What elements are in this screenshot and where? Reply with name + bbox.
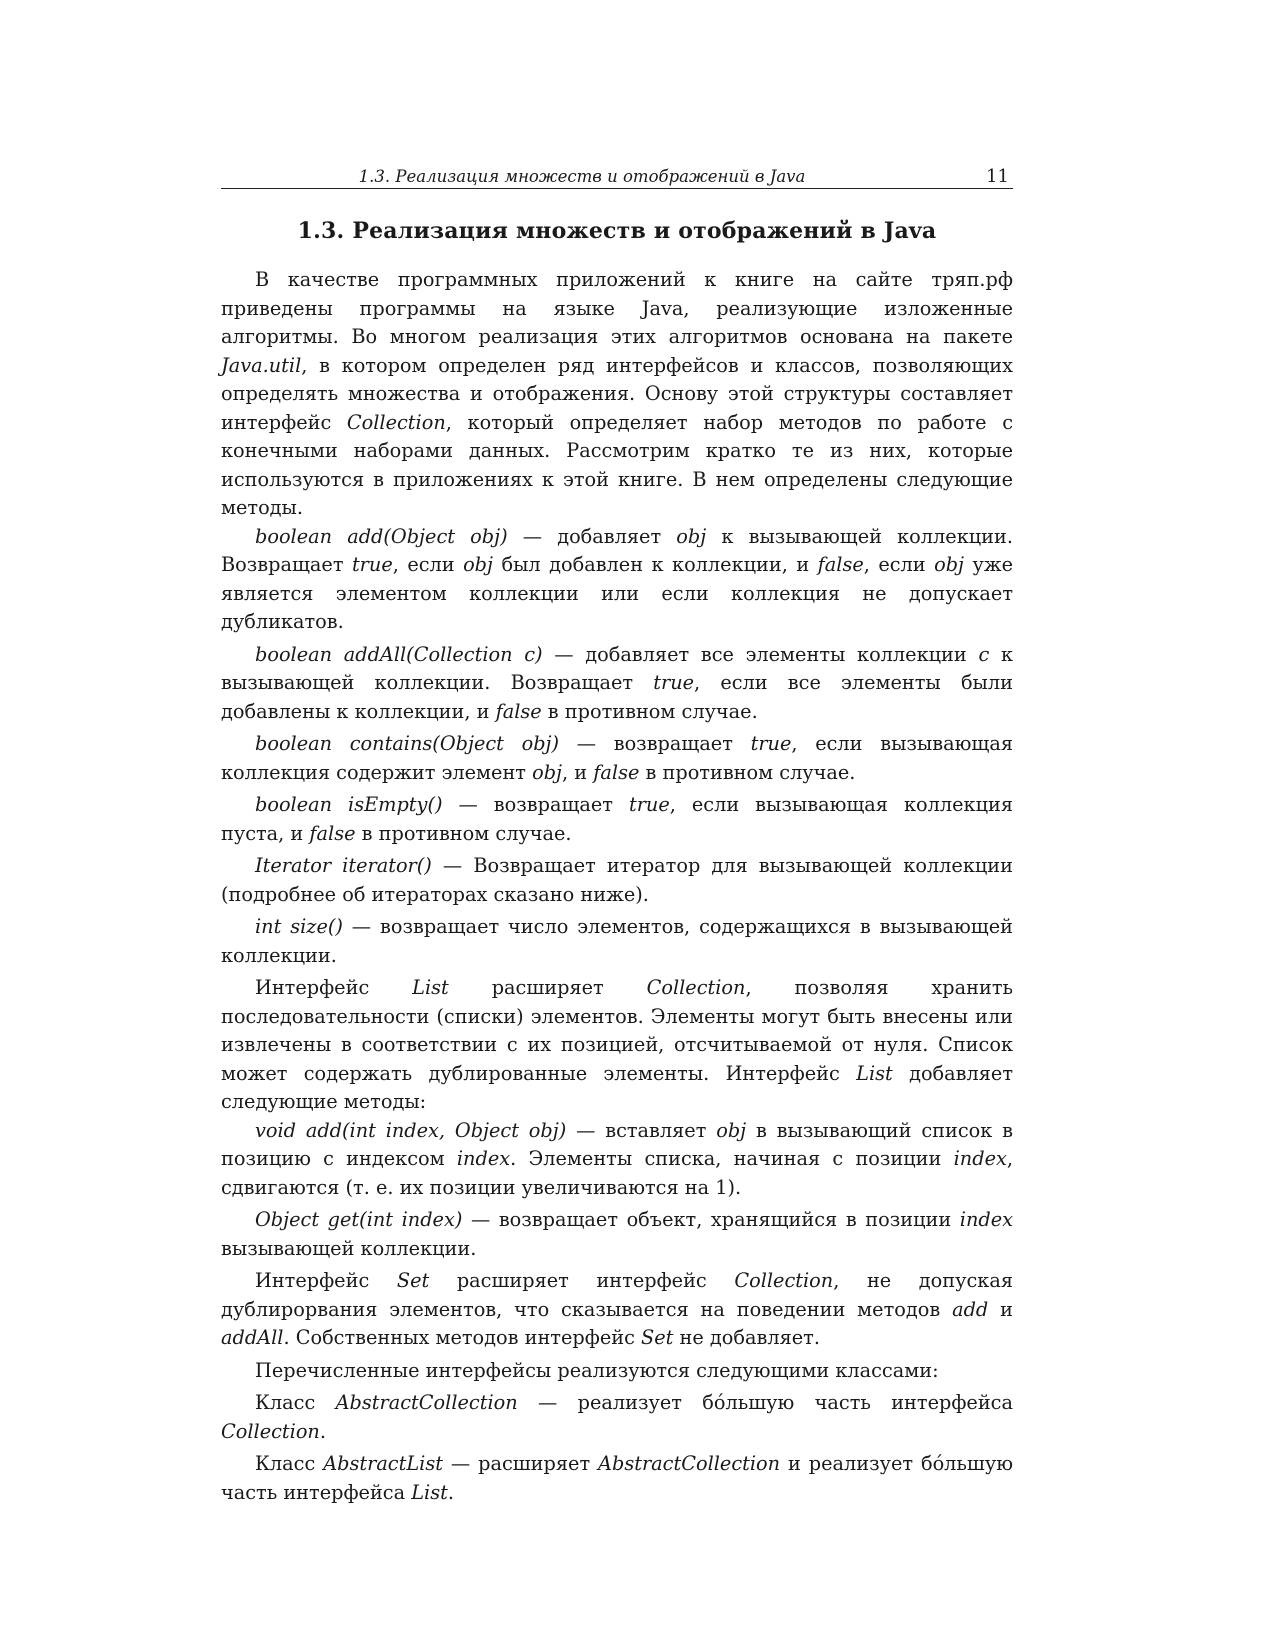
section-title: Реализация множеств и отображений в Java: [352, 218, 937, 244]
text-run: , не допуская дублирорвания элементов, что сказывается на поведении методов: [221, 1269, 1013, 1321]
italic-term: Collection: [734, 1269, 834, 1292]
text-run: Перечисленные интерфейсы реализуются следующими классами:: [255, 1358, 939, 1382]
italic-term: false: [309, 821, 356, 845]
italic-term: boolean isEmpty(): [255, 793, 443, 816]
italic-term: index: [456, 1147, 511, 1170]
text-run: к вызывающей коллекции. Возвращает: [221, 642, 1013, 694]
text-run: расширяет: [448, 976, 647, 999]
italic-term: c: [978, 642, 990, 666]
italic-term: boolean add(Object obj): [255, 524, 508, 548]
italic-term: boolean contains(Object obj): [255, 732, 560, 755]
text-run: , сдвигаются (т. е. их позиции увеличиваются на 1).: [221, 1147, 1013, 1199]
text-run: Интерфейс: [255, 976, 413, 999]
text-run: .: [319, 1419, 326, 1443]
text-run: — возвращает число элементов, содержащихся в вызывающей коллекции.: [221, 915, 1013, 967]
text-run: — возвращает: [559, 732, 751, 755]
text-run: , если все элементы были добавлены к коллекции, и: [221, 671, 1013, 723]
text-run: не добавляет.: [673, 1326, 820, 1349]
text-run: Класс: [255, 1391, 336, 1414]
text-run: — расширяет: [442, 1452, 599, 1475]
page-number: 11: [986, 166, 1009, 187]
paragraph: [221, 266, 1013, 523]
italic-term: false: [817, 553, 864, 576]
italic-term: obj: [676, 524, 707, 548]
text-run: в противном случае.: [639, 760, 856, 784]
text-run: и: [988, 1297, 1014, 1321]
italic-term: Collection: [646, 976, 746, 999]
italic-term: true: [653, 671, 695, 694]
italic-term: true: [628, 793, 670, 816]
italic-term: false: [495, 699, 542, 723]
paragraph: [221, 1389, 1013, 1446]
italic-term: List: [856, 1061, 893, 1085]
italic-term: add: [952, 1297, 989, 1321]
italic-term: AbstractList: [323, 1452, 443, 1475]
text-run: — реализует бóльшую часть интерфейса: [517, 1391, 1013, 1414]
italic-term: true: [750, 732, 792, 755]
text-run: , если вызывающая коллекция пуста, и: [221, 793, 1013, 845]
paragraph: [221, 1117, 1013, 1203]
text-run: В качестве программных приложений к книге на сайте тряп.рф приведены программы на языке Java, реализующие изложенные алгоритмы. Во многом реализация этих алгоритмов основана на пакете: [221, 268, 1013, 348]
text-run: был добавлен к коллекции, и: [493, 553, 818, 576]
text-run: , и: [562, 760, 594, 784]
text-run: уже является элементом коллекции или если коллекция не допускает дубликатов.: [221, 553, 1013, 633]
text-run: в вызывающий список в позицию с индексом: [221, 1118, 1013, 1170]
italic-term: addAll: [221, 1326, 284, 1349]
text-run: , если: [863, 553, 935, 576]
italic-term: obj: [716, 1118, 747, 1142]
paragraph: [221, 523, 1013, 637]
text-run: вызывающей коллекции.: [221, 1236, 477, 1260]
italic-term: boolean addAll(Collection c): [255, 642, 543, 666]
section-number: 1.3.: [297, 218, 345, 244]
italic-term: false: [593, 760, 640, 784]
italic-term: Set: [396, 1269, 430, 1292]
text-run: . Собственных методов интерфейс: [283, 1326, 642, 1349]
text-run: и реализует бóльшую часть интерфейса: [221, 1452, 1013, 1504]
text-run: — возвращает: [442, 793, 629, 816]
paragraph: [221, 1267, 1013, 1353]
italic-term: AbstractCollection: [598, 1452, 781, 1475]
text-run: в противном случае.: [355, 821, 572, 845]
text-run: — добавляет: [507, 524, 677, 548]
italic-term: index: [953, 1147, 1007, 1170]
section-heading: [221, 218, 1013, 244]
text-run: . Элементы списка, начиная с позиции: [510, 1147, 954, 1170]
text-run: Класс: [255, 1452, 324, 1475]
paragraph: [221, 852, 1013, 909]
paragraph: [221, 1357, 1013, 1386]
text-run: , который определяет набор методов по работе с конечными наборами данных. Рассмотрим кратко те из них, которые используются в приложениях к этой книге. В нем определены следующие методы.: [221, 410, 1014, 519]
paragraph: [221, 913, 1013, 970]
italic-term: Collection: [346, 410, 446, 434]
text-run: добавляет следующие методы:: [221, 1061, 1013, 1113]
body-text: [221, 266, 1013, 1507]
text-run: — Возвращает итератор для вызывающей коллекции (подробнее об итераторах сказано ниже).: [221, 854, 1013, 906]
text-run: , если вызывающая коллекция содержит элемент: [221, 732, 1014, 784]
text-run: Интерфейс: [255, 1269, 397, 1292]
italic-term: void add(int index, Object obj): [255, 1118, 567, 1142]
running-title: 1.3. Реализация множеств и отображений в Java: [358, 167, 806, 186]
paragraph: [221, 641, 1013, 727]
paragraph: [221, 730, 1013, 787]
italic-term: obj: [463, 553, 494, 576]
italic-term: obj: [532, 760, 563, 784]
paragraph: [221, 1206, 1013, 1263]
text-run: , в котором определен ряд интерфейсов и классов, позволяющих определять множества и отображения. Основу этой структуры составляет интерфейс: [221, 353, 1013, 434]
italic-term: int size(): [255, 915, 343, 938]
italic-term: AbstractCollection: [335, 1391, 518, 1414]
text-run: — добавляет все элементы коллекции: [542, 642, 979, 666]
italic-term: Collection: [221, 1419, 320, 1443]
italic-term: Java.util: [221, 353, 302, 377]
italic-term: List: [411, 1480, 448, 1504]
italic-term: Object get(int index): [255, 1208, 463, 1231]
italic-term: Iterator iterator(): [255, 854, 432, 877]
text-run: в противном случае.: [541, 699, 758, 723]
text-run: , позволяя хранить последовательности (списки) элементов. Элементы могут быть внесены или извлечены в соответствии с их позицией, отсчитываемой от нуля. Список может содержать дублированные элементы. Интерфейс: [221, 976, 1013, 1085]
book-page: [221, 158, 1013, 1507]
paragraph: [221, 791, 1013, 848]
paragraph: [221, 974, 1013, 1117]
text-run: .: [447, 1480, 454, 1504]
text-run: расширяет интерфейс: [429, 1269, 735, 1292]
italic-term: Set: [641, 1326, 674, 1349]
text-run: — вставляет: [566, 1118, 717, 1142]
italic-term: true: [351, 553, 393, 576]
italic-term: index: [959, 1208, 1013, 1231]
text-run: — возвращает объект, хранящийся в позиции: [462, 1208, 960, 1231]
text-run: , если: [392, 553, 464, 576]
running-head: [221, 158, 1013, 189]
text-run: к вызывающей коллекции. Возвращает: [221, 524, 1013, 576]
paragraph: [221, 1450, 1013, 1507]
italic-term: obj: [934, 553, 965, 576]
italic-term: List: [412, 976, 449, 999]
